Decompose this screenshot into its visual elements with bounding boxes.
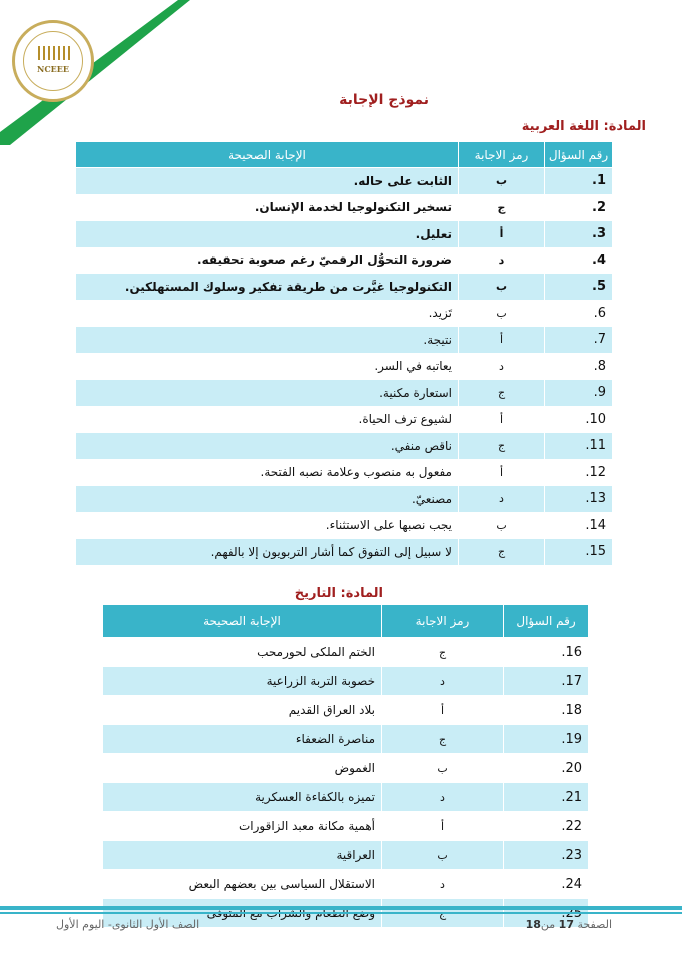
answer-symbol: د xyxy=(382,870,504,899)
subject-arabic-heading: المادة: اللغة العربية xyxy=(521,119,646,134)
question-number: 7. xyxy=(545,327,613,354)
table-row xyxy=(76,247,613,274)
question-number: 4. xyxy=(545,247,613,274)
answer-symbol: أ xyxy=(382,812,504,841)
question-number: 15. xyxy=(545,539,613,566)
table-row xyxy=(76,406,613,433)
table-row xyxy=(103,870,589,899)
correct-answer: الختم الملكى لحورمحب xyxy=(103,638,382,667)
correct-answer: العراقية xyxy=(103,841,382,870)
header-answer-symbol: رمز الاجابة xyxy=(459,142,545,168)
table-row xyxy=(76,300,613,327)
correct-answer: بلاد العراق القديم xyxy=(103,696,382,725)
answer-symbol: ج xyxy=(382,725,504,754)
answer-symbol: ب xyxy=(382,841,504,870)
correct-answer: نتيجة. xyxy=(76,327,459,354)
table-row xyxy=(76,459,613,486)
correct-answer: استعارة مكنية. xyxy=(76,380,459,407)
of-label: من xyxy=(540,918,556,931)
correct-answer: تعليل. xyxy=(76,221,459,248)
header-answer-symbol: رمز الاجابة xyxy=(382,605,504,638)
question-number: 16. xyxy=(504,638,589,667)
answer-symbol: د xyxy=(459,353,545,380)
header-correct-answer: الإجابة الصحيحة xyxy=(76,142,459,168)
correct-answer: ناقص منفي. xyxy=(76,433,459,460)
table-row xyxy=(76,327,613,354)
question-number: 8. xyxy=(545,353,613,380)
question-number: 19. xyxy=(504,725,589,754)
footer-page-indicator xyxy=(526,918,612,931)
answer-symbol: ج xyxy=(459,194,545,221)
question-number: 21. xyxy=(504,783,589,812)
table-row xyxy=(103,696,589,725)
correct-answer: يعاتبه في السر. xyxy=(76,353,459,380)
scales-emblem-icon xyxy=(38,46,70,60)
correct-answer: مفعول به منصوب وعلامة نصبه الفتحة. xyxy=(76,459,459,486)
correct-answer: لا سبيل إلى التفوق كما أشار التربويون إلا بالفهم. xyxy=(76,539,459,566)
table-row xyxy=(76,512,613,539)
question-number: 20. xyxy=(504,754,589,783)
table-row xyxy=(76,353,613,380)
correct-answer: مصنعيّ. xyxy=(76,486,459,513)
question-number: 11. xyxy=(545,433,613,460)
table-row xyxy=(76,380,613,407)
correct-answer: ضرورة التحوُّل الرقميّ رغم صعوبة تحقيقه. xyxy=(76,247,459,274)
table-row xyxy=(76,486,613,513)
answer-symbol: أ xyxy=(459,459,545,486)
correct-answer: مناصرة الضعفاء xyxy=(103,725,382,754)
question-number: 3. xyxy=(545,221,613,248)
answer-symbol: ب xyxy=(459,274,545,301)
table-row xyxy=(76,274,613,301)
question-number: 10. xyxy=(545,406,613,433)
answer-symbol: ب xyxy=(459,300,545,327)
correct-answer: الاستقلال السياسى بين بعضهم البعض xyxy=(103,870,382,899)
table-row xyxy=(76,194,613,221)
answer-symbol: ج xyxy=(459,433,545,460)
table-header-row xyxy=(76,142,613,168)
answer-symbol: ج xyxy=(459,380,545,407)
answer-symbol: د xyxy=(382,667,504,696)
header-question-number: رقم السؤال xyxy=(504,605,589,638)
answer-symbol: ج xyxy=(382,638,504,667)
question-number: 24. xyxy=(504,870,589,899)
question-number: 2. xyxy=(545,194,613,221)
page-title: نموذج الإجابة xyxy=(339,92,429,108)
answer-symbol: أ xyxy=(459,327,545,354)
question-number: 6. xyxy=(545,300,613,327)
correct-answer: تَزيد. xyxy=(76,300,459,327)
answer-symbol: د xyxy=(459,247,545,274)
table-row xyxy=(103,638,589,667)
question-number: 1. xyxy=(545,168,613,195)
page-label: الصفحة xyxy=(577,918,612,931)
correct-answer: الغموض xyxy=(103,754,382,783)
correct-answer: لشيوع ترف الحياة. xyxy=(76,406,459,433)
table-row xyxy=(76,433,613,460)
footer-divider xyxy=(0,906,682,910)
question-number: 23. xyxy=(504,841,589,870)
answer-symbol: أ xyxy=(382,696,504,725)
answer-symbol: ب xyxy=(459,168,545,195)
table-row xyxy=(103,812,589,841)
question-number: 14. xyxy=(545,512,613,539)
question-number: 5. xyxy=(545,274,613,301)
table-row xyxy=(103,667,589,696)
table-row xyxy=(76,221,613,248)
subject-history-heading: المادة: التاريخ xyxy=(294,586,383,601)
answer-symbol: أ xyxy=(459,221,545,248)
question-number: 13. xyxy=(545,486,613,513)
footer-divider-thin xyxy=(0,912,682,914)
arabic-answer-table xyxy=(75,141,613,566)
table-row xyxy=(103,841,589,870)
footer-grade-label: الصف الأول الثانوى- اليوم الأول xyxy=(56,918,200,931)
table-row xyxy=(76,539,613,566)
header-correct-answer: الإجابة الصحيحة xyxy=(103,605,382,638)
answer-symbol: ب xyxy=(382,754,504,783)
organization-logo xyxy=(12,20,94,102)
correct-answer: تميزه بالكفاءة العسكرية xyxy=(103,783,382,812)
answer-symbol: ج xyxy=(459,539,545,566)
page-number: 17 xyxy=(558,918,574,931)
answer-symbol: د xyxy=(382,783,504,812)
logo-text: NCEEE xyxy=(37,64,69,74)
table-row xyxy=(103,725,589,754)
question-number: 9. xyxy=(545,380,613,407)
correct-answer: أهمية مكانة معبد الزاقورات xyxy=(103,812,382,841)
table-header-row xyxy=(103,605,589,638)
question-number: 22. xyxy=(504,812,589,841)
answer-symbol: ب xyxy=(459,512,545,539)
table-row xyxy=(103,783,589,812)
total-pages: 18 xyxy=(525,918,541,931)
question-number: 18. xyxy=(504,696,589,725)
correct-answer: يجب نصبها على الاستثناء. xyxy=(76,512,459,539)
table-row xyxy=(76,168,613,195)
question-number: 12. xyxy=(545,459,613,486)
correct-answer: التكنولوجيا غيَّرت من طريقة تفكير وسلوك المستهلكين. xyxy=(76,274,459,301)
answer-symbol: أ xyxy=(459,406,545,433)
header-question-number: رقم السؤال xyxy=(545,142,613,168)
correct-answer: تسخير التكنولوجيا لخدمة الإنسان. xyxy=(76,194,459,221)
correct-answer: خصوبة التربة الزراعية xyxy=(103,667,382,696)
answer-symbol: د xyxy=(459,486,545,513)
history-answer-table xyxy=(102,604,589,928)
question-number: 17. xyxy=(504,667,589,696)
table-row xyxy=(103,754,589,783)
correct-answer: الثابت على حاله. xyxy=(76,168,459,195)
